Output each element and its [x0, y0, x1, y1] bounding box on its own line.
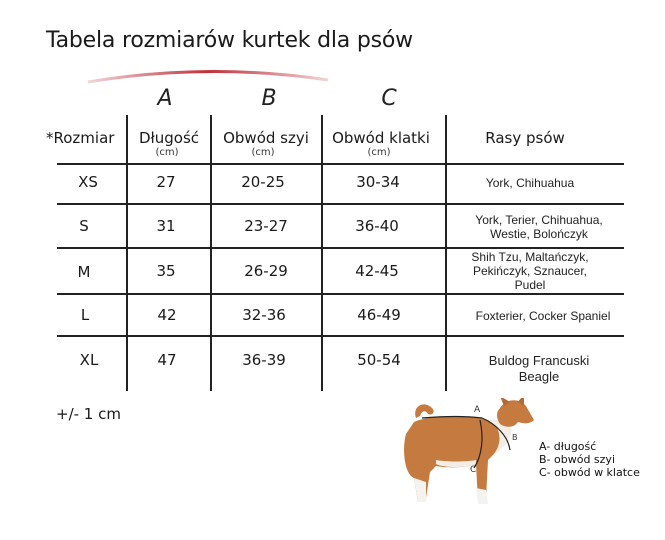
cell-neck: 32-36 [242, 306, 286, 324]
page-title: Tabela rozmiarów kurtek dla psów [46, 28, 413, 53]
cell-chest: 36-40 [355, 217, 399, 235]
header-breeds: Rasy psów [485, 129, 565, 147]
table-divider [210, 115, 212, 391]
mark-b: B [512, 433, 518, 442]
mark-a: A [474, 405, 481, 415]
cell-breeds: Buldog Francuski Beagle [488, 353, 590, 384]
column-letter-c: C [381, 86, 397, 111]
header-neck: Obwód szyi [223, 129, 309, 147]
cell-neck: 20-25 [241, 173, 285, 191]
cell-length: 31 [156, 217, 176, 235]
header-size: *Rozmiar [46, 129, 115, 147]
header-length: Długość [138, 129, 200, 147]
cell-neck: 26-29 [244, 262, 288, 280]
cell-size: M [77, 263, 91, 281]
column-letter-b: B [261, 86, 277, 111]
header-length-unit: (cm) [155, 147, 179, 158]
table-rule [57, 247, 624, 249]
table-rule [57, 163, 624, 165]
cell-length: 47 [157, 351, 177, 369]
table-divider [445, 115, 447, 391]
cell-length: 42 [157, 306, 177, 324]
header-neck-unit: (cm) [251, 147, 275, 158]
dog-illustration [396, 398, 536, 518]
table-rule [57, 335, 624, 337]
asterisk-marker: * [46, 129, 54, 147]
cell-breeds: York, Chihuahua [485, 176, 575, 190]
header-chest: Obwód klatki [332, 129, 430, 147]
legend-c: C- obwód w klatce [539, 466, 640, 479]
cell-breeds: Foxterier, Cocker Spaniel [475, 309, 611, 323]
cell-length: 27 [156, 173, 176, 191]
cell-chest: 46-49 [357, 306, 401, 324]
table-rule [57, 293, 624, 295]
cell-chest: 30-34 [356, 173, 400, 191]
cell-size: XL [79, 351, 99, 369]
cell-size: XS [78, 173, 98, 191]
column-letter-a: A [157, 86, 173, 111]
table-rule [57, 203, 624, 205]
legend-b: B- obwód szyi [539, 453, 616, 466]
legend-a: A- długość [539, 440, 597, 453]
cell-breeds: Shih Tzu, Maltańczyk, Pekińczyk, Sznaucer, Pudel [471, 250, 589, 292]
table-divider [321, 115, 323, 391]
header-chest-unit: (cm) [367, 147, 391, 158]
decorative-red-arc [0, 0, 665, 100]
mark-c: C [470, 465, 477, 475]
cell-neck: 23-27 [244, 217, 288, 235]
cell-size: S [79, 217, 89, 235]
cell-chest: 42-45 [355, 262, 399, 280]
table-divider [126, 115, 128, 391]
cell-size: L [80, 306, 90, 324]
cell-chest: 50-54 [357, 351, 401, 369]
cell-breeds: York, Terier, Chihuahua, Westie, Bolończyk [475, 213, 603, 241]
cell-neck: 36-39 [242, 351, 286, 369]
tolerance-note: +/- 1 cm [56, 405, 121, 423]
cell-length: 35 [156, 262, 176, 280]
